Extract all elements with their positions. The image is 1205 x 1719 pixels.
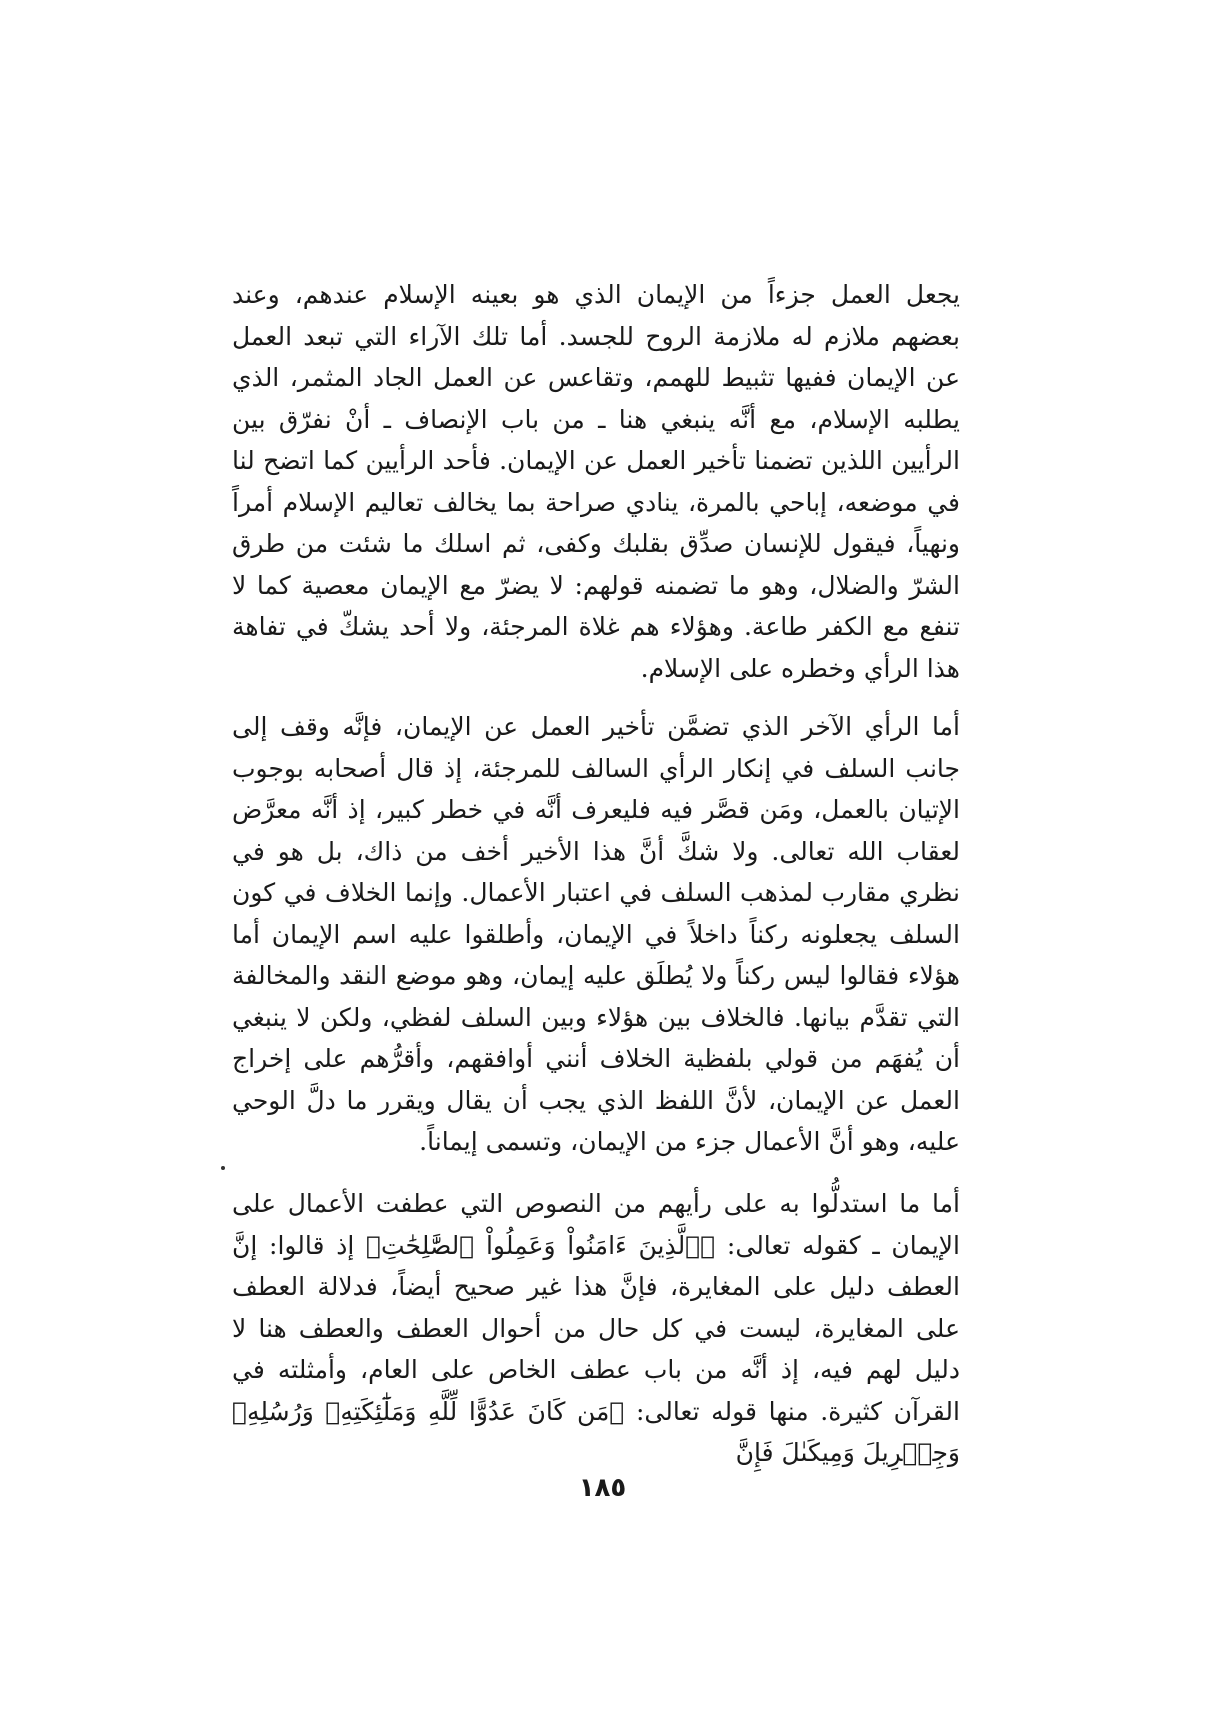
paragraph-3-text-start: أما ما استدلُّوا به على رأيهم من النصوص التي عطفت الأعمال على الإيمان ـ كقوله تعالى: [232, 1189, 960, 1260]
stray-dot-mark [221, 1166, 225, 1170]
paragraph-1: يجعل العمل جزءاً من الإيمان الذي هو بعينه الإسلام عندهم، وعند بعضهم ملازم له ملازمة الروح للجسد. أما تلك الآراء التي تبعد العمل عن الإيمان ففيها تثبيط للهمم، وتقاعس عن العمل الجاد المثمر، الذي يطلبه الإسلام، مع أنَّه ينبغي هنا ـ من باب الإنصاف ـ أنْ نفرّق بين الرأيين اللذين تضمنا تأخير العمل عن الإيمان. فأحد الرأيين كما اتضح لنا في موضعه، إباحي بالمرة، ينادي صراحة بما يخالف تعاليم الإسلام أمراً ونهياً، فيقول للإنسان صدِّق بقلبك وكفى، ثم اسلك ما شئت من طرق الشرّ والضلال، وهو ما تضمنه قولهم: لا يضرّ مع الإيمان معصية كما لا تنفع مع الكفر طاعة. وهؤلاء هم غلاة المرجئة، ولا أحد يشكّ في تفاهة هذا الرأي وخطره على الإسلام. [232, 280, 960, 683]
quran-verse-1: ﴿ٱلَّذِينَ ءَامَنُواْ وَعَمِلُواْ ٱلصَّٰلِحَٰتِ﴾ [366, 1230, 716, 1260]
paragraph-2: أما الرأي الآخر الذي تضمَّن تأخير العمل عن الإيمان، فإنَّه وقف إلى جانب السلف في إنكار الرأي السالف للمرجئة، إذ قال أصحابه بوجوب الإتيان بالعمل، ومَن قصَّر فيه فليعرف أنَّه في خطر كبير، إذ أنَّه معرَّض لعقاب الله تعالى. ولا شكَّ أنَّ هذا الأخير أخف من ذاك، بل هو في نظري مقارب لمذهب السلف في اعتبار الأعمال. وإنما الخلاف في كون السلف يجعلونه ركناً داخلاً في الإيمان، وأطلقوا عليه اسم الإيمان أما هؤلاء فقالوا ليس ركناً ولا يُطلَق عليه إيمان، وهو موضع النقد والمخالفة التي تقدَّم بيانها. فالخلاف بين هؤلاء وبين السلف لفظي، ولكن لا ينبغي أن يُفهَم من قولي بلفظية الخلاف أنني أوافقهم، وأقرُّهم على إخراج العمل عن الإيمان، لأنَّ اللفظ الذي يجب أن يقال ويقرر ما دلَّ الوحي عليه، وهو أنَّ الأعمال جزء من الإيمان، وتسمى إيماناً. [232, 712, 960, 1156]
page-number: ١٨٥ [578, 1473, 627, 1503]
paragraph-3 [232, 1183, 960, 1474]
quran-verse-2: ﴿مَن كَانَ عَدُوًّا لِّلَّهِ وَمَلَٰٓئِكَتِهِۦ وَرُسُلِهِۦ وَجِبۡرِيلَ وَمِيكَىٰلَ فَإِنَّ [232, 1396, 960, 1467]
paragraph-3-text-middle: إذ قالوا: إنَّ العطف دليل على المغايرة، فإنَّ هذا غير صحيح أيضاً، فدلالة العطف على المغايرة، ليست في كل حال من أحوال العطف والعطف هنا لا دليل لهم فيه، إذ أنَّه من باب عطف الخاص على العام، وأمثلته في القرآن كثيرة. منها قوله تعالى: [232, 1230, 960, 1426]
